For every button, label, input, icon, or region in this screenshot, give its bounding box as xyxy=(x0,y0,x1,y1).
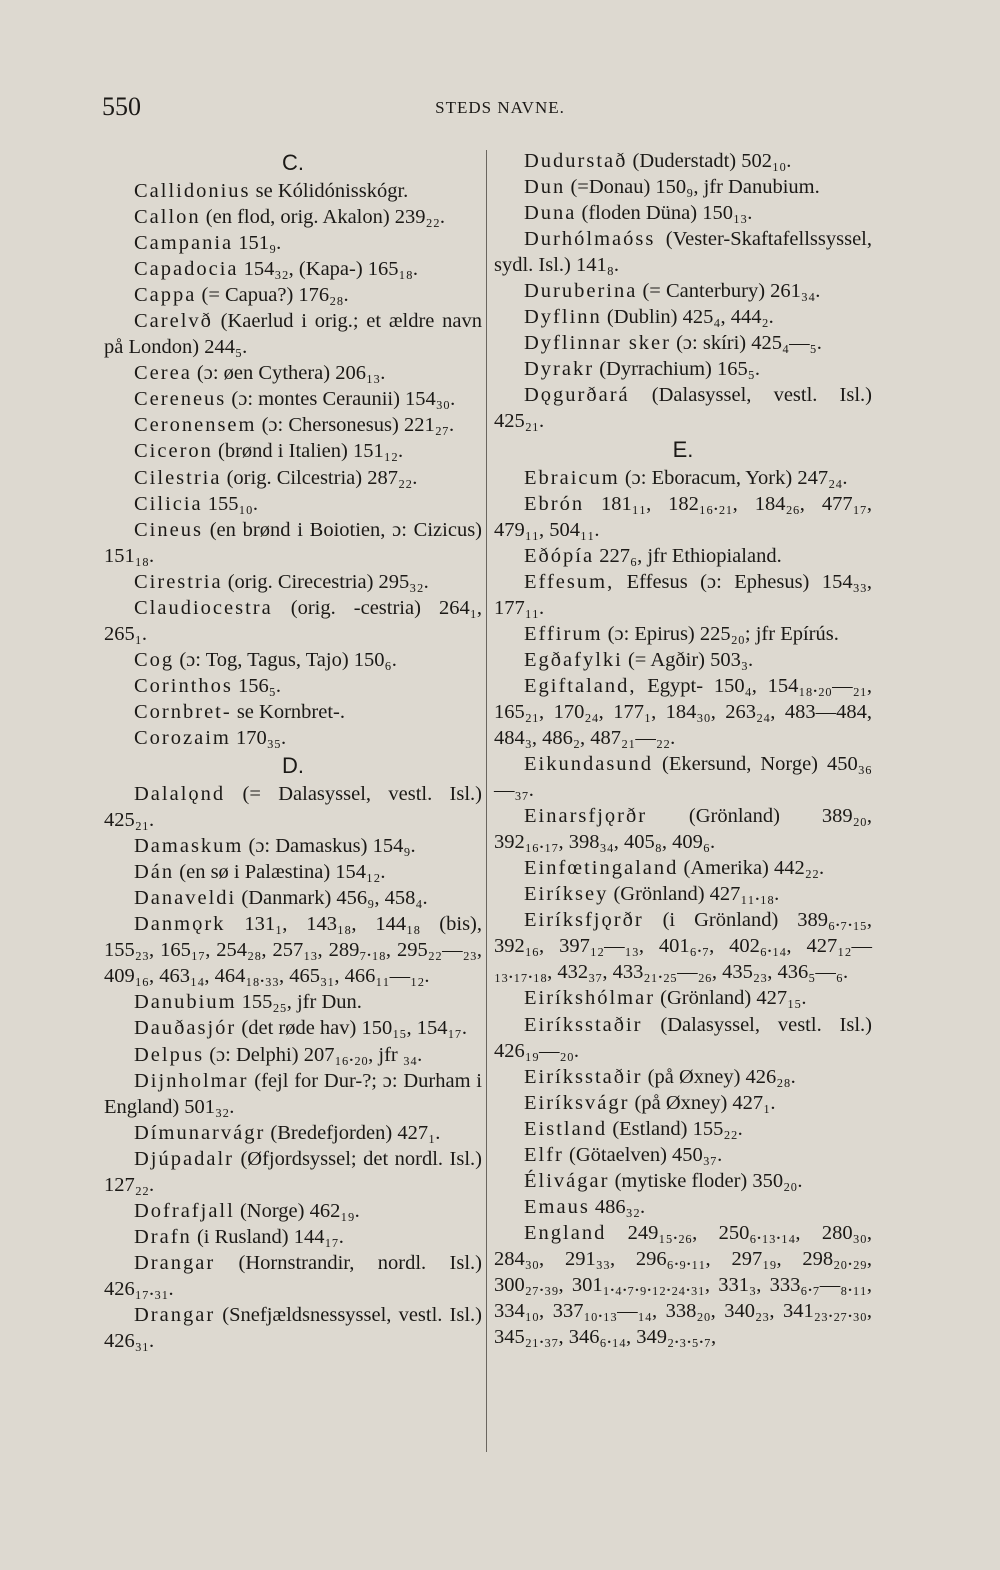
index-entry xyxy=(104,673,482,699)
headword: Einfœtingaland xyxy=(524,857,679,880)
headword: Eiríkshólmar xyxy=(524,987,656,1010)
entry-text: (Duderstadt) 502₁₀. xyxy=(627,150,792,172)
index-entry xyxy=(494,881,872,907)
headword: Eiríksstaðir xyxy=(524,1065,643,1088)
entry-text: 227₆, jfr Ethiopialand. xyxy=(594,544,782,567)
entry-text: 154₃₂, (Kapa-) 165₁₈. xyxy=(238,258,418,281)
index-entry xyxy=(104,1015,482,1041)
entry-text: 486₃₂. xyxy=(589,1195,646,1218)
index-entry xyxy=(104,595,482,647)
entry-text: (ɔ: montes Ceraunii) 154₃₀. xyxy=(226,388,456,411)
index-entry xyxy=(494,673,872,751)
entry-text: 156₅. xyxy=(232,674,282,697)
index-entry xyxy=(104,1146,482,1198)
right-column xyxy=(494,148,872,1350)
headword: Carelvð xyxy=(134,310,213,333)
index-entry xyxy=(104,491,482,517)
entry-text: (Grönland) 427₁₅. xyxy=(655,987,807,1010)
headword: Cirestria xyxy=(134,570,223,593)
section-letter: C. xyxy=(282,150,304,175)
index-entry xyxy=(104,230,482,256)
entry-text: 181₁₁, 182₁₆.₂₁, 184₂₆, 477₁₇, 479₁₁, 504₁₁. xyxy=(494,492,872,541)
headword: Emaus xyxy=(524,1195,590,1218)
headword: Djúpadalr xyxy=(134,1147,234,1170)
entry-text: (ɔ: Damaskus) 154₉. xyxy=(243,835,416,858)
index-entry xyxy=(104,1042,482,1068)
index-entry xyxy=(494,278,872,304)
headword: Élivágar xyxy=(524,1169,610,1192)
index-entry xyxy=(494,803,872,855)
entry-text: (mytiske floder) 350₂₀. xyxy=(609,1169,803,1192)
index-entry xyxy=(104,1224,482,1250)
index-entry xyxy=(104,178,482,204)
index-entry xyxy=(494,330,872,356)
headword: Damaskum xyxy=(134,835,244,858)
headword: Ebrón xyxy=(524,492,585,515)
index-entry xyxy=(104,1198,482,1224)
index-entry xyxy=(494,356,872,382)
index-entry xyxy=(104,308,482,360)
headword: Dun xyxy=(524,176,566,199)
entry-text: (ɔ: Epirus) 225₂₀; jfr Epírús. xyxy=(602,622,839,645)
index-entry xyxy=(494,1142,872,1168)
entry-text: (Ekersund, Norge) 450₃₆—₃₇. xyxy=(494,753,872,802)
index-entry xyxy=(104,833,482,859)
entry-text: (= Dalasyssel, vestl. Isl.) 425₂₁. xyxy=(104,783,482,832)
index-entry xyxy=(494,985,872,1011)
headword: Dauðasjór xyxy=(134,1017,237,1040)
entry-text: (ɔ: Tog, Tagus, Tajo) 150₆. xyxy=(174,648,397,671)
index-entry xyxy=(104,725,482,751)
entry-text: (det røde hav) 150₁₅, 154₁₇. xyxy=(236,1017,467,1040)
index-entry xyxy=(104,1120,482,1146)
entry-text: (Kaerlud i orig.; et ældre navn på London) 244₅. xyxy=(104,310,482,359)
headword: Dyflinnar sker xyxy=(524,332,671,355)
headword: Einarsfjǫrðr xyxy=(524,805,648,828)
headword: Cog xyxy=(134,648,175,671)
headword: England xyxy=(524,1221,607,1244)
headword: Ciceron xyxy=(134,440,213,463)
index-entry xyxy=(494,200,872,226)
headword: Cerea xyxy=(134,362,192,385)
index-entry xyxy=(494,1064,872,1090)
headword: Danubium xyxy=(134,991,237,1014)
headword: Dán xyxy=(134,861,175,884)
index-entry xyxy=(494,621,872,647)
headword: Dǫgurðará xyxy=(524,384,630,407)
headword: Callidonius xyxy=(134,180,251,202)
index-entry xyxy=(104,569,482,595)
entry-text: (floden Düna) 150₁₃. xyxy=(576,202,753,225)
entry-text: (i Rusland) 144₁₇. xyxy=(191,1225,344,1248)
index-entry xyxy=(494,1012,872,1064)
entry-text: se Kólidónisskógr. xyxy=(250,180,409,202)
page-number: 550 xyxy=(102,92,141,121)
entry-text: (ɔ: Eboracum, York) 247₂₄. xyxy=(619,466,848,489)
index-entry xyxy=(494,751,872,803)
index-entry xyxy=(494,1220,872,1350)
running-head: STEDS NAVNE. xyxy=(435,98,565,117)
headword: Duna xyxy=(524,202,577,225)
headword: Claudiocestra xyxy=(134,596,273,619)
index-entry xyxy=(104,1302,482,1354)
index-entry xyxy=(104,386,482,412)
section-letter: D. xyxy=(282,753,304,779)
entry-text: (brønd i Italien) 151₁₂. xyxy=(212,440,404,463)
entry-text: (= Agðir) 503₃. xyxy=(622,648,754,671)
entry-text: (en sø i Palæstina) 154₁₂. xyxy=(174,861,386,884)
headword: Duruberina xyxy=(524,280,638,303)
entry-text: (Snefjældsnessyssel, vestl. Isl.) 426₃₁. xyxy=(104,1303,482,1353)
entry-text: 170₃₅. xyxy=(230,726,287,749)
entry-text: (orig. Cirecestria) 295₃₂. xyxy=(222,570,429,593)
entry-text: (orig. Cilcestria) 287₂₂. xyxy=(221,466,418,489)
headword: Dalalǫnd xyxy=(134,783,226,806)
headword: Eiríksvágr xyxy=(524,1091,630,1114)
index-entry xyxy=(494,491,872,543)
index-entry xyxy=(494,907,872,985)
headword: Egðafylki xyxy=(524,648,623,671)
entry-text: (en brønd i Boiotien, ɔ: Cizicus) 151₁₈. xyxy=(104,518,482,567)
headword: Eiríksey xyxy=(524,883,609,906)
index-entry xyxy=(104,1250,482,1302)
headword: Delpus xyxy=(134,1043,205,1066)
headword: Egiftaland, xyxy=(524,674,637,697)
entry-text: Egypt- 150₄, 154₁₈.₂₀—₂₁, 165₂₁, 170₂₄, 177₁, 184₃₀, 263₂₄, 483—484, 484₃, 486₂, 487₂₁—₂₂. xyxy=(494,674,872,749)
headword: Danaveldi xyxy=(134,887,237,910)
headword: Danmǫrk xyxy=(134,913,226,936)
index-entry xyxy=(104,781,482,833)
index-entry xyxy=(494,174,872,200)
headword: Capadocia xyxy=(134,258,239,281)
index-entry xyxy=(104,1068,482,1120)
index-entry xyxy=(494,148,872,174)
entry-text: (ɔ: Delphi) 207₁₆.₂₀, jfr ₃₄. xyxy=(204,1043,423,1066)
headword: Dyflinn xyxy=(524,306,602,329)
entry-text: (Dalasyssel, vestl. Isl.) 426₁₉—₂₀. xyxy=(494,1013,872,1062)
index-entry xyxy=(494,855,872,881)
headword: Drangar xyxy=(134,1303,216,1326)
index-entry xyxy=(104,465,482,491)
entry-text: (Norge) 462₁₉. xyxy=(234,1199,360,1222)
headword: Eðópía xyxy=(524,544,595,567)
headword: Cilicia xyxy=(134,492,203,515)
index-entry xyxy=(104,412,482,438)
entry-text: (i Grönland) 389₆.₇.₁₅, 392₁₆, 397₁₂—₁₃, 401₆.₇, 402₆.₁₄, 427₁₂—₁₃.₁₇.₁₈, 432₃₇, 433₂₁.₂₅—₂₆, 435₂₃, 436₅—₆. xyxy=(494,909,872,984)
index-entry xyxy=(494,543,872,569)
headword: Eiríksstaðir xyxy=(524,1013,643,1036)
index-entry xyxy=(104,647,482,673)
headword: Corozaim xyxy=(134,726,231,749)
headword: Dímunarvágr xyxy=(134,1121,266,1144)
entry-text: Effesus (ɔ: Ephesus) 154₃₃, 177₁₁. xyxy=(494,570,872,619)
entry-text: (Danmark) 456₉, 458₄. xyxy=(236,887,428,910)
index-entry xyxy=(104,204,482,230)
index-entry xyxy=(104,438,482,464)
index-entry xyxy=(104,885,482,911)
headword: Effesum, xyxy=(524,570,615,593)
index-entry xyxy=(494,1116,872,1142)
entry-text: (Estland) 155₂₂. xyxy=(607,1117,743,1140)
entry-text: (fejl for Dur-?; ɔ: Durham i England) 501₃₂. xyxy=(104,1069,482,1118)
headword: Drangar xyxy=(134,1251,216,1274)
entry-text: (=Donau) 150₉, jfr Danubium. xyxy=(565,176,820,199)
headword: Effirum xyxy=(524,622,603,645)
entry-text: (orig. -cestria) 264₁, 265₁. xyxy=(104,596,482,645)
entry-text: (ɔ: Chersonesus) 221₂₇. xyxy=(256,414,455,437)
entry-text: (Dublin) 425₄, 444₂. xyxy=(601,306,774,329)
headword: Cornbret- xyxy=(134,700,232,723)
headword: Durhólmaóss xyxy=(524,228,656,251)
headword: Cappa xyxy=(134,284,197,307)
headword: Callon xyxy=(134,206,201,229)
entry-text: (Dalasyssel, vestl. Isl.) 425₂₁. xyxy=(494,384,872,433)
section-letter: E. xyxy=(672,436,694,462)
index-entry xyxy=(494,647,872,673)
index-entry xyxy=(494,569,872,621)
index-entry xyxy=(104,989,482,1015)
index-entry xyxy=(494,226,872,278)
entry-text: (Vester-Skaftafellssyssel, sydl. Isl.) 141₈. xyxy=(494,228,872,277)
index-entry xyxy=(494,1168,872,1194)
entry-text: 155₁₀. xyxy=(202,492,258,515)
entry-text: (= Canterbury) 261₃₄. xyxy=(637,280,821,303)
entry-text: (Dyrrachium) 165₅. xyxy=(594,358,761,381)
headword: Corinthos xyxy=(134,674,233,697)
entry-text: 131₁, 143₁₈, 144₁₈ (bis), 155₂₃, 165₁₇, 254₂₈, 257₁₃, 289₇.₁₈, 295₂₂—₂₃, 409₁₆, 463₁₄, 464₁₈.₃₃, 465₃₁, 466₁₁—₁₂. xyxy=(104,913,482,988)
entry-text: (Hornstrandir, nordl. Isl.) 426₁₇.₃₁. xyxy=(104,1251,482,1300)
entry-text: 151₉. xyxy=(233,232,282,255)
headword: Dofrafjall xyxy=(134,1199,235,1222)
index-entry xyxy=(104,360,482,386)
index-entry xyxy=(494,1090,872,1116)
entry-text: (Grönland) 427₁₁.₁₈. xyxy=(608,883,780,906)
column-divider xyxy=(486,150,487,1452)
entry-text: (på Øxney) 427₁. xyxy=(629,1091,776,1114)
headword: Dijnholmar xyxy=(134,1069,249,1092)
index-entry xyxy=(104,517,482,569)
index-entry xyxy=(104,911,482,989)
entry-text: (på Øxney) 426₂₈. xyxy=(642,1065,796,1088)
entry-text: (= Capua?) 176₂₈. xyxy=(196,284,349,307)
entry-text: (ɔ: øen Cythera) 206₁₃. xyxy=(191,362,386,385)
headword: Eistland xyxy=(524,1117,608,1140)
entry-text: (en flod, orig. Akalon) 239₂₂. xyxy=(200,206,445,229)
headword: Cereneus xyxy=(134,388,227,411)
entry-text: 155₂₅, jfr Dun. xyxy=(236,991,362,1014)
index-entry xyxy=(494,382,872,434)
index-entry xyxy=(104,256,482,282)
headword: Ceronensem xyxy=(134,414,257,437)
index-entry xyxy=(104,699,482,725)
index-entry xyxy=(104,282,482,308)
entry-text: (Grönland) 389₂₀, 392₁₆.₁₇, 398₃₄, 405₈, 409₆. xyxy=(494,805,872,854)
entry-text: (Götaelven) 450₃₇. xyxy=(563,1143,723,1166)
headword: Cilestria xyxy=(134,466,222,489)
entry-text: (Amerika) 442₂₂. xyxy=(678,857,825,880)
entry-text: 249₁₅.₂₆, 250₆.₁₃.₁₄, 280₃₀, 284₃₀, 291₃₃, 296₆.₉.₁₁, 297₁₉, 298₂₀.₂₉, 300₂₇.₃₉, 301₁.₄.₇.₉.₁₂.₂₄.₃₁, 331₃, 333₆.₇—₈.₁₁, 334₁₀, 337₁₀.₁₃—₁₄, 338₂₀, 340₂₃, 341₂₃.₂₇.₃₀, 345₂₁.₃₇, 346₆.₁₄, 349₂.₃.₅.₇, xyxy=(494,1221,872,1349)
headword: Eiríksfjǫrðr xyxy=(524,909,644,932)
index-entry xyxy=(494,1194,872,1220)
headword: Drafn xyxy=(134,1225,192,1248)
headword: Campania xyxy=(134,232,234,255)
left-column xyxy=(104,148,482,1354)
entry-text: se Kornbret-. xyxy=(231,700,345,723)
index-entry xyxy=(494,304,872,330)
headword: Dyrakr xyxy=(524,358,595,381)
headword: Ebraicum xyxy=(524,466,620,489)
index-entry xyxy=(494,465,872,491)
entry-text: (Bredefjorden) 427₁. xyxy=(265,1121,441,1144)
headword: Cineus xyxy=(134,518,203,541)
headword: Dudurstað xyxy=(524,150,628,172)
entry-text: (Øfjordsyssel; det nordl. Isl.) 127₂₂. xyxy=(104,1147,482,1196)
headword: Eikundasund xyxy=(524,753,654,776)
entry-text: (ɔ: skíri) 425₄—₅. xyxy=(670,332,822,355)
headword: Elfr xyxy=(524,1143,564,1166)
index-entry xyxy=(104,859,482,885)
